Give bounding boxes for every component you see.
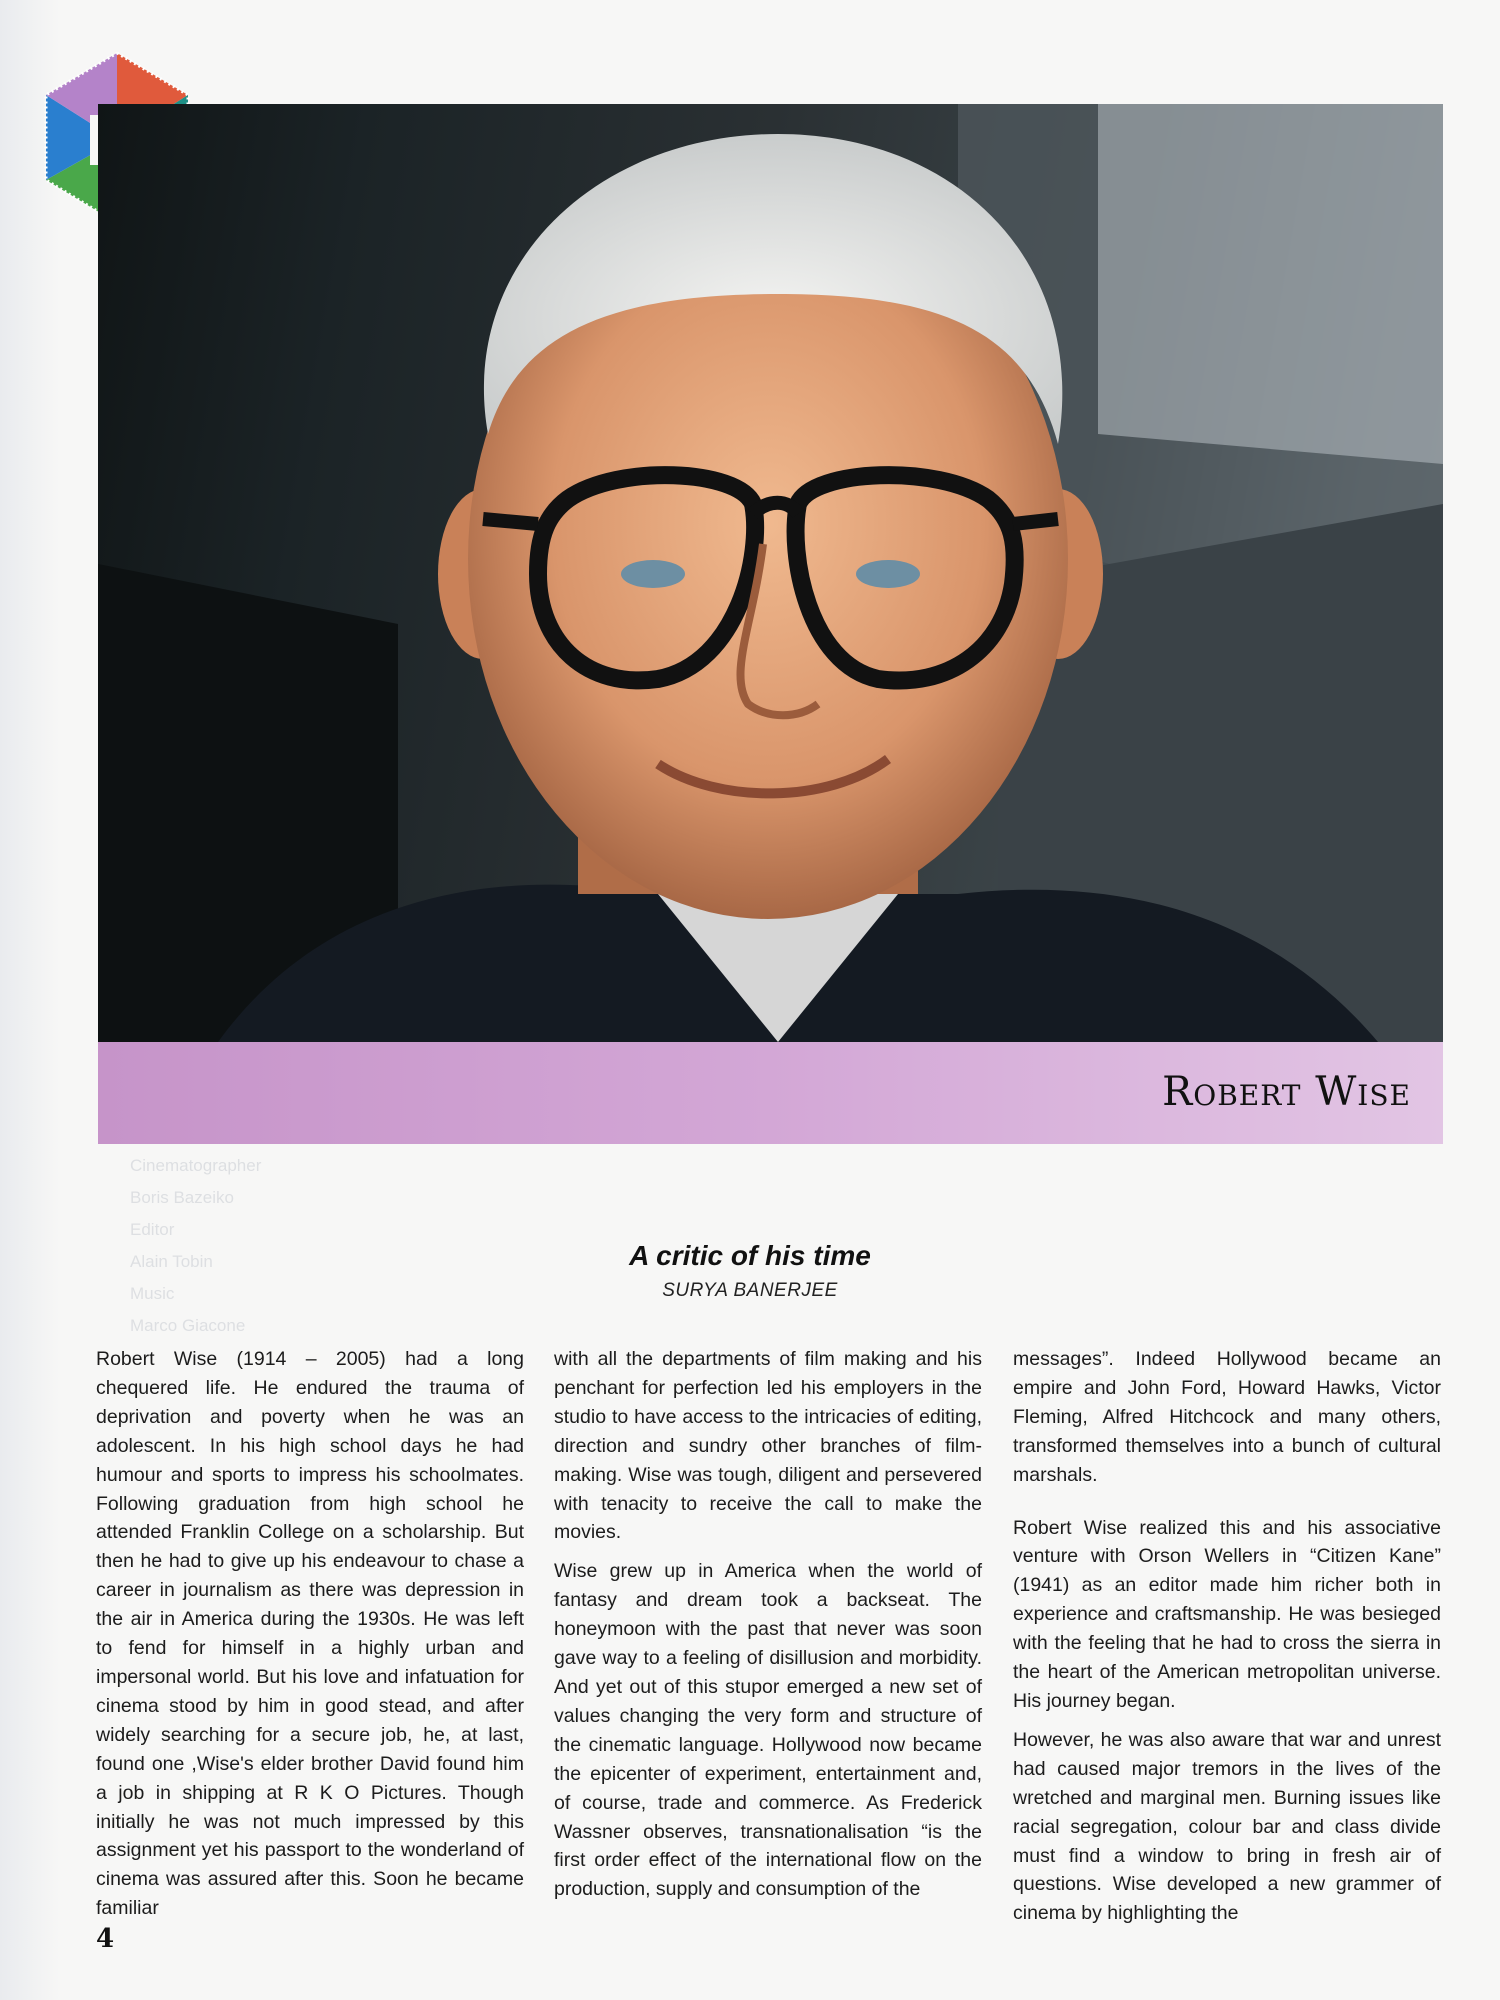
- paragraph: with all the departments of film making and his penchant for perfection led his employers in the studio to have access to the intricacies of editing, direction and sundry other branches of film-making. Wise was tough, diligent and persevered with tenacity to receive the call to make the movies.: [554, 1348, 982, 1544]
- name-caption-band: [98, 1042, 1443, 1144]
- paragraph: Robert Wise (1914 – 2005) had a long chequered life. He endured the trauma of deprivation and poverty when he was an adolescent. In his high school days he had humour and sports to impress his schoolmates. Following graduation from high school he attended Franklin College on a scholarship. But then he had to give up his endeavour to chase a career in journalism as there was depression in the air in America during the 1930s. He was left to fend for himself in a highly urban and impersonal world. But his love and infatuation for cinema stood by him in good stead, and after widely searching for a secure job, he, at last, found one ,Wise's elder brother David found him a job in shipping at R K O Pictures. Though initially he was not much impressed by this assignment yet his passport to the wonderland of cinema was assured after this. Soon he became familiar: [96, 1348, 524, 1920]
- credit-line: Music: [130, 1284, 175, 1303]
- paragraph: messages”. Indeed Hollywood became an empire and John Ford, Howard Hawks, Victor Fleming, Alfred Hitchcock and many others, transformed themselves into a bunch of cultural marshals.: [1013, 1348, 1441, 1486]
- article-column-3: [1013, 1345, 1441, 1938]
- credit-line: Cinematographer: [130, 1156, 262, 1175]
- subject-name: Robert Wise: [1162, 1069, 1411, 1115]
- article-column-2: [554, 1345, 982, 1914]
- paragraph: Wise grew up in America when the world of fantasy and dream took a backseat. The honeymoon with the past that never was soon gave way to a feeling of disillusion and morbidity. And yet out of this stupor emerged a new set of values changing the very form and structure of the cinematic language. Hollywood now became the epicenter of experiment, entertainment and, of course, trade and commerce. As Frederick Wassner observes, transnationalisation “is the first order effect of the international flow on the production, supply and consumption of the: [554, 1560, 982, 1901]
- article-column-1: [96, 1345, 524, 1933]
- page-number: 4: [96, 1924, 115, 1954]
- portrait-photo: [98, 104, 1443, 1042]
- credit-line: Marco Giacone: [130, 1316, 246, 1335]
- credit-line: Alain Tobin: [130, 1252, 213, 1271]
- credit-line: Editor: [130, 1220, 175, 1239]
- article-author: SURYA BANERJEE: [662, 1280, 838, 1301]
- page-edge-shadow: [0, 0, 60, 2000]
- paragraph: However, he was also aware that war and unrest had caused major tremors in the lives of the wretched and marginal men. Burning issues like racial segregation, colour bar and class divide must find a window to bring in fresh air of questions. Wise developed a new grammer of cinema by highlighting the: [1013, 1728, 1441, 1925]
- credit-line: Boris Bazeiko: [130, 1188, 234, 1207]
- article-title: A critic of his time: [629, 1240, 871, 1271]
- paragraph: Robert Wise realized this and his associative venture with Orson Wellers in “Citizen Kane” (1941) as an editor made him richer both in experience and craftsmanship. He was besieged with the feeling that he had to cross the sierra in the heart of the American metropolitan universe. His journey began.: [1013, 1516, 1441, 1712]
